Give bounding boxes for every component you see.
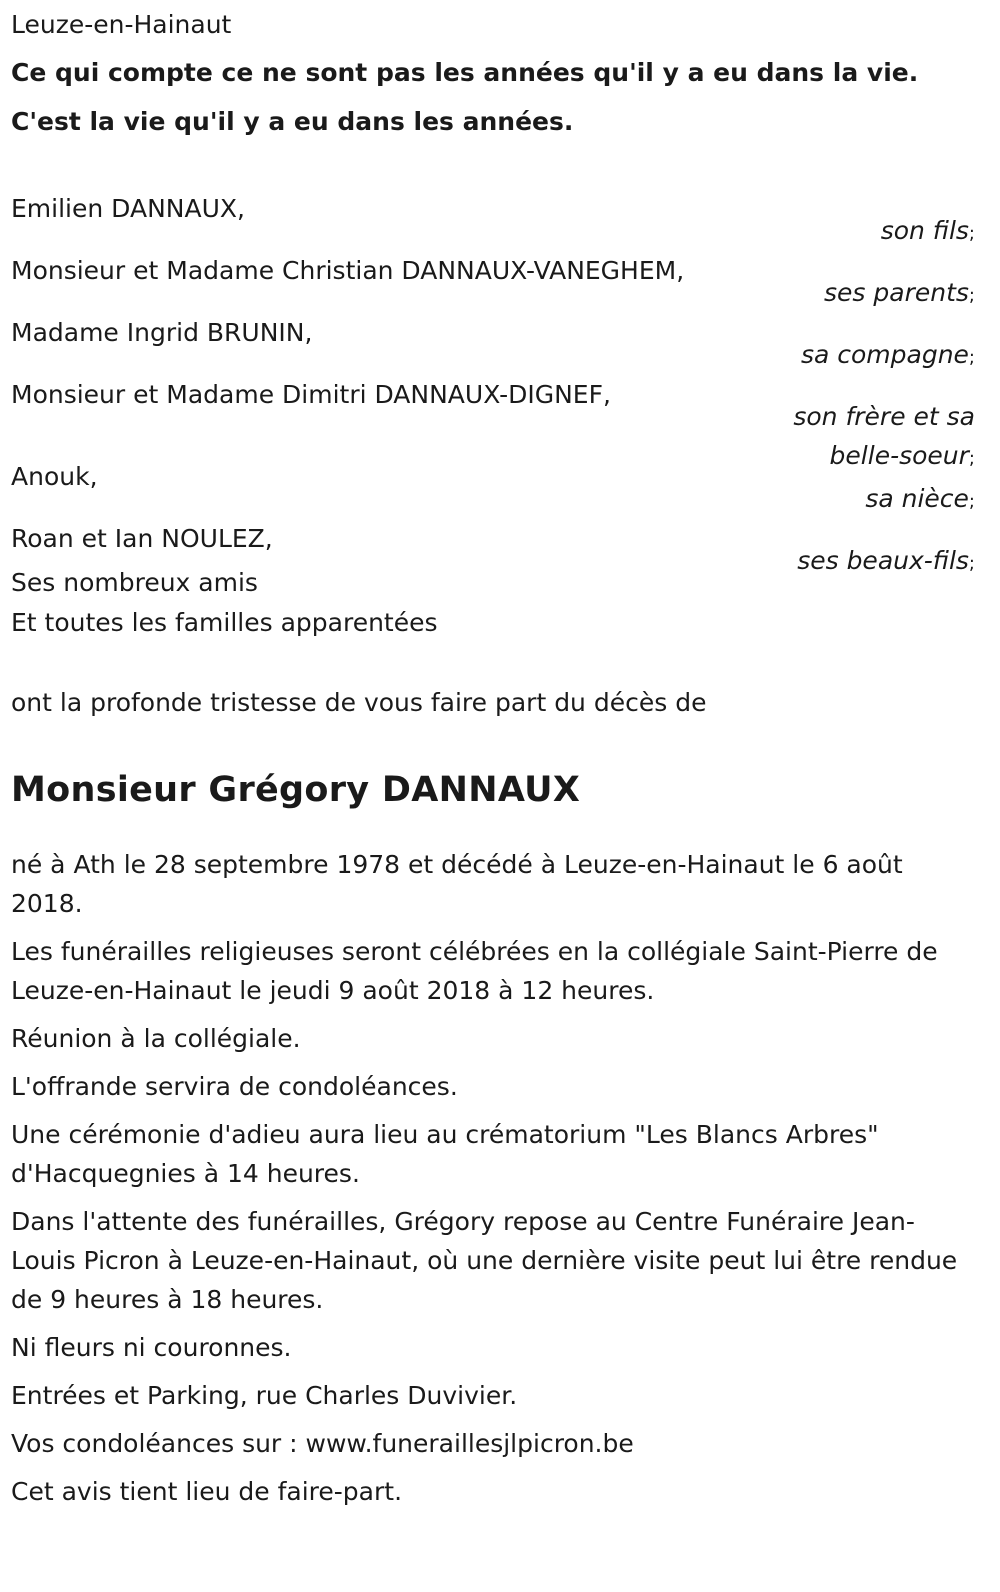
visitation-info: Dans l'attente des funérailles, Grégory repose au Centre Funéraire Jean-Louis Picron à Leuze-en-Hainaut, où une dernière visite peut lui être rendue de 9 heures à 18 heures.: [11, 1207, 958, 1314]
ceremony-info: Une cérémonie d'adieu aura lieu au crématorium "Les Blancs Arbres" d'Hacquegnies à 14 heures.: [11, 1120, 879, 1188]
offering-info: L'offrande servira de condoléances.: [11, 1072, 458, 1101]
family-member-name: Monsieur et Madame Dimitri DANNAUX-DIGNEF,: [11, 380, 611, 409]
birth-death-info: né à Ath le 28 septembre 1978 et décédé à Leuze-en-Hainaut le 6 août 2018.: [11, 850, 903, 918]
parking-info: Entrées et Parking, rue Charles Duvivier.: [11, 1381, 518, 1410]
condolences-info: Vos condoléances sur : www.funeraillesjlpicron.be: [11, 1429, 634, 1458]
announcement-text: ont la profonde tristesse de vous faire part du décès de: [11, 688, 707, 717]
quote-line-1: Ce qui compte ce ne sont pas les années qu'il y a eu dans la vie.: [11, 58, 919, 87]
family-member-relation: sa nièce;: [865, 484, 975, 513]
details-block: [11, 845, 975, 1511]
city-heading: Leuze-en-Hainaut: [11, 10, 232, 39]
family-member-name: Anouk,: [11, 462, 98, 491]
deceased-name: Monsieur Grégory DANNAUX: [11, 770, 581, 810]
family-member-name: Monsieur et Madame Christian DANNAUX-VANEGHEM,: [11, 256, 685, 285]
family-member-name: Roan et Ian NOULEZ,: [11, 524, 273, 553]
family-list: [11, 189, 975, 575]
family-member-name: Madame Ingrid BRUNIN,: [11, 318, 313, 347]
family-member-relation: sa compagne;: [800, 340, 975, 369]
family-member-relation: ses beaux-fils;: [797, 546, 975, 575]
meeting-info: Réunion à la collégiale.: [11, 1024, 301, 1053]
friends-line: Ses nombreux amis: [11, 568, 258, 597]
notice-info: Cet avis tient lieu de faire-part.: [11, 1477, 403, 1506]
family-member-relation: ses parents;: [824, 278, 975, 307]
family-member-relation: son fils;: [880, 216, 975, 245]
families-line: Et toutes les familles apparentées: [11, 608, 438, 637]
family-member: [11, 313, 975, 369]
funeral-info: Les funérailles religieuses seront célébrées en la collégiale Saint-Pierre de Leuze-en-Hainaut le jeudi 9 août 2018 à 12 heures.: [11, 937, 938, 1005]
flowers-info: Ni fleurs ni couronnes.: [11, 1333, 292, 1362]
quote-line-2: C'est la vie qu'il y a eu dans les années.: [11, 107, 574, 136]
family-member-relation: son frère et sa belle-soeur;: [793, 402, 975, 470]
family-member: [11, 189, 975, 245]
family-member: [11, 251, 975, 307]
family-member-name: Emilien DANNAUX,: [11, 194, 245, 223]
family-member: [11, 519, 975, 575]
